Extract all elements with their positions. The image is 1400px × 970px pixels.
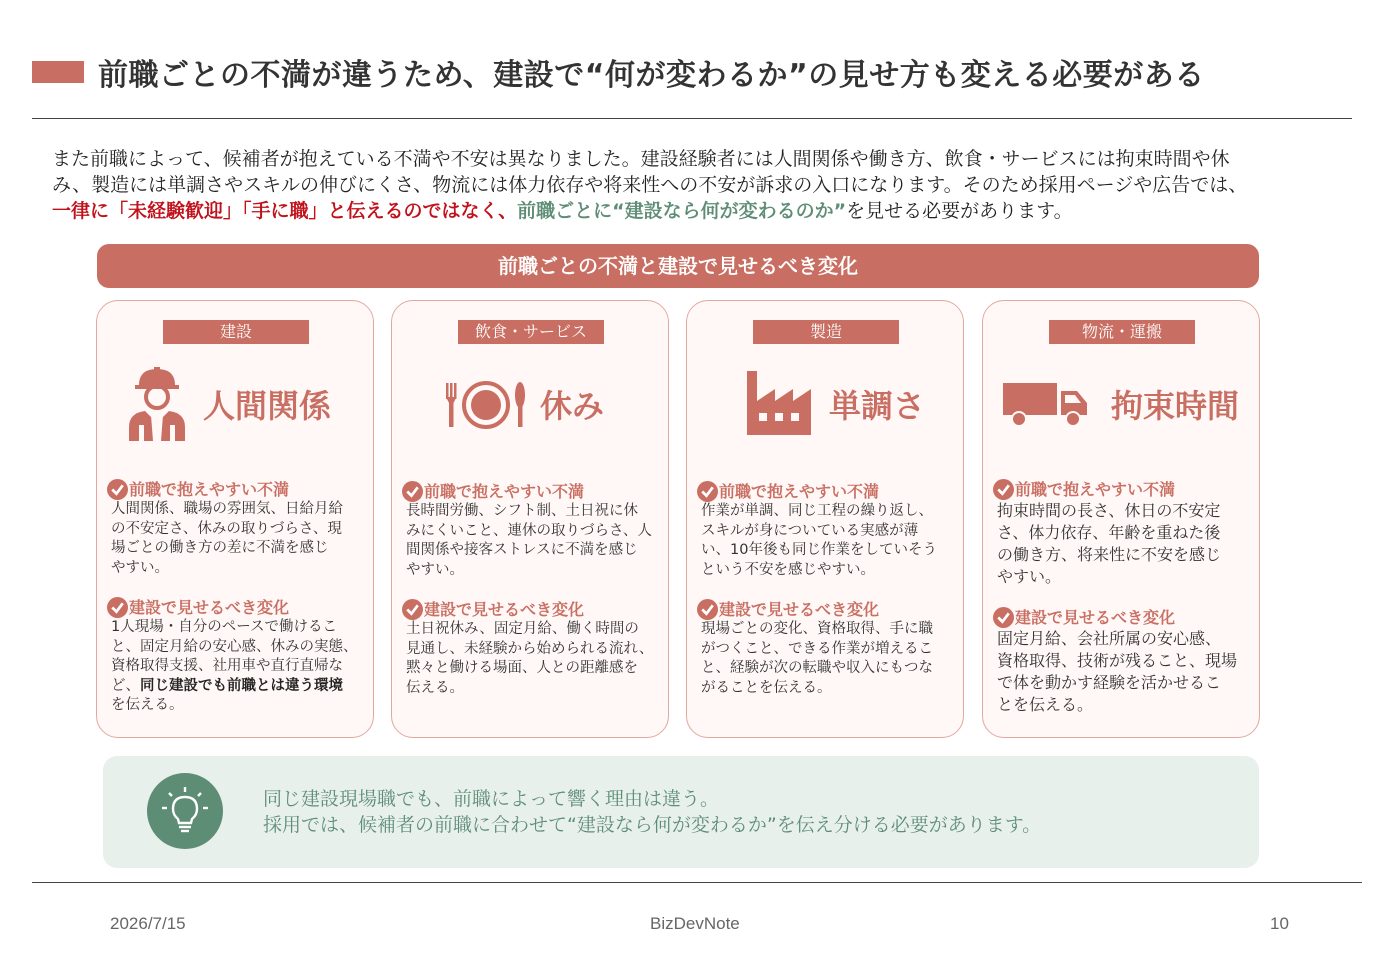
complaint-line: やすい。 [997, 567, 1062, 586]
change-heading: 建設で見せるべき変化 [129, 598, 290, 617]
complaint-body [697, 502, 955, 580]
card-logistics [982, 300, 1260, 738]
change-line: 伝える。 [406, 679, 464, 696]
change-body [107, 618, 365, 716]
footer-date: 2026/7/15 [110, 914, 186, 933]
card-keyword: 休み [540, 387, 605, 425]
summary-note [103, 756, 1259, 868]
footer-brand: BizDevNote [650, 914, 740, 933]
change-body [993, 628, 1251, 716]
change-body [697, 620, 955, 698]
complaint-line: スキルが身についている実感が薄 [701, 522, 919, 539]
change-line: と、固定月給の安心感、休みの実態、 [111, 638, 358, 655]
card-tag: 物流・運搬 [1049, 320, 1195, 344]
complaint-line: という不安を感じやすい。 [701, 561, 875, 578]
complaint-body [402, 502, 660, 580]
change-line: 固定月給、会社所属の安心感、 [997, 629, 1222, 648]
change-section [402, 599, 660, 698]
check-icon [107, 597, 128, 618]
card-keyword: 人間関係 [203, 387, 332, 425]
dining-icon [444, 363, 528, 443]
complaint-line: やすい。 [111, 559, 169, 576]
change-line: がつくこと、できる作業が増えるこ [701, 640, 933, 657]
complaint-body [107, 500, 365, 578]
intro-line-3 [52, 198, 1362, 224]
card-tag: 製造 [753, 320, 899, 344]
check-icon [402, 481, 423, 502]
check-icon [993, 479, 1014, 500]
intro-paragraph [52, 146, 1362, 224]
change-line: 見通し、未経験から始められる流れ、 [406, 640, 654, 657]
complaint-line: の不安定さ、休みの取りづらさ、現 [111, 520, 342, 537]
check-icon [697, 481, 718, 502]
change-text: ど、 [111, 677, 140, 694]
change-line [111, 677, 365, 697]
worker-icon [125, 363, 189, 443]
lightbulb-icon [147, 773, 223, 849]
complaint-body [993, 500, 1251, 588]
title-accent-bar [32, 61, 84, 83]
change-line: を伝える。 [111, 697, 184, 714]
card-food-service [391, 300, 669, 738]
change-line: とを伝える。 [997, 695, 1094, 714]
card-tag: 建設 [163, 320, 309, 344]
complaint-line: い、10年後も同じ作業をしていそう [701, 542, 937, 559]
change-line: 資格取得、技術が残ること、現場 [997, 651, 1238, 670]
complaint-line: の働き方、将来性に不安を感じ [997, 545, 1222, 564]
check-icon [697, 599, 718, 620]
check-icon [107, 479, 128, 500]
change-section [697, 599, 955, 698]
check-icon [993, 607, 1014, 628]
change-line: 黙々と働ける場面、人との距離感を [406, 660, 638, 677]
complaint-heading: 前職で抱えやすい不満 [129, 480, 290, 499]
check-icon [402, 599, 423, 620]
change-section [993, 607, 1251, 716]
page-number: 10 [1270, 914, 1289, 933]
complaint-line: 場ごとの働き方の差に不満を感じ [111, 540, 329, 557]
intro-green-emphasis: 前職ごとに“建設なら何が変わるのか” [517, 200, 847, 222]
complaint-line: やすい。 [406, 561, 464, 578]
complaint-section [993, 479, 1251, 588]
change-line: と、経験が次の転職や収入にもつな [701, 660, 933, 677]
complaint-line: 長時間労働、シフト制、土日祝に休 [406, 503, 638, 519]
complaint-heading: 前職で抱えやすい不満 [424, 482, 585, 501]
intro-line-1: また前職によって、候補者が抱えている不満や不安は異なりました。建設経験者には人間関係や働き方、飲食・サービスには拘束時間や休 [52, 148, 1230, 170]
complaint-line: みにくいこと、連休の取りづらさ、人 [406, 522, 652, 539]
card-keyword: 拘束時間 [1111, 387, 1240, 425]
complaint-line: 人間関係、職場の雰囲気、日給月給 [111, 501, 343, 517]
change-line: で体を動かす経験を活かせるこ [997, 673, 1222, 692]
complaint-section [402, 481, 660, 580]
change-heading: 建設で見せるべき変化 [719, 600, 880, 619]
change-line: 土日祝休み、固定月給、働く時間の [406, 621, 639, 637]
factory-icon [745, 367, 813, 437]
card-construction [96, 300, 374, 738]
complaint-heading: 前職で抱えやすい不満 [1015, 480, 1176, 499]
change-line: 1人現場・自分のペースで働けるこ [111, 619, 337, 635]
note-line-1: 同じ建設現場職でも、前職によって響く理由は違う。 [263, 788, 720, 810]
intro-tail: を見せる必要があります。 [846, 200, 1073, 222]
change-line: がることを伝える。 [701, 679, 832, 696]
complaint-line: 間関係や接客ストレスに不満を感じ [406, 542, 638, 559]
intro-red-emphasis: 一律に「未経験歓迎」「手に職」と伝えるのではなく、 [52, 200, 518, 222]
complaint-heading: 前職で抱えやすい不満 [719, 482, 880, 501]
complaint-section [107, 479, 365, 578]
card-manufacturing [686, 300, 964, 738]
page-title: 前職ごとの不満が違うため、建設で“何が変わるか”の見せ方も変える必要がある [98, 58, 1205, 93]
complaint-line: さ、体力依存、年齢を重ねた後 [997, 523, 1221, 542]
intro-line-2: み、製造には単調さやスキルの伸びにくさ、物流には体力依存や将来性への不安が訴求の入口になります。そのため採用ページや広告では、 [52, 174, 1248, 196]
top-divider [32, 118, 1352, 119]
note-text [263, 786, 1041, 838]
change-line: 現場ごとの変化、資格取得、手に職 [701, 621, 933, 637]
complaint-section [697, 481, 955, 580]
card-tag: 飲食・サービス [458, 320, 604, 344]
note-line-2: 採用では、候補者の前職に合わせて“建設なら何が変わるか”を伝え分ける必要があります。 [263, 814, 1042, 836]
change-body [402, 620, 660, 698]
change-section [107, 597, 365, 716]
change-heading: 建設で見せるべき変化 [1015, 608, 1176, 627]
change-heading: 建設で見せるべき変化 [424, 600, 585, 619]
change-bold-text: 同じ建設でも前職とは違う環境 [140, 677, 343, 694]
card-keyword: 単調さ [829, 387, 926, 425]
section-banner: 前職ごとの不満と建設で見せるべき変化 [97, 244, 1259, 288]
truck-icon [1003, 383, 1089, 427]
complaint-line: 作業が単調、同じ工程の繰り返し、 [701, 503, 933, 519]
change-line: 資格取得支援、社用車や直行直帰な [111, 658, 343, 675]
bottom-divider [32, 882, 1362, 883]
complaint-line: 拘束時間の長さ、休日の不安定 [997, 501, 1221, 520]
